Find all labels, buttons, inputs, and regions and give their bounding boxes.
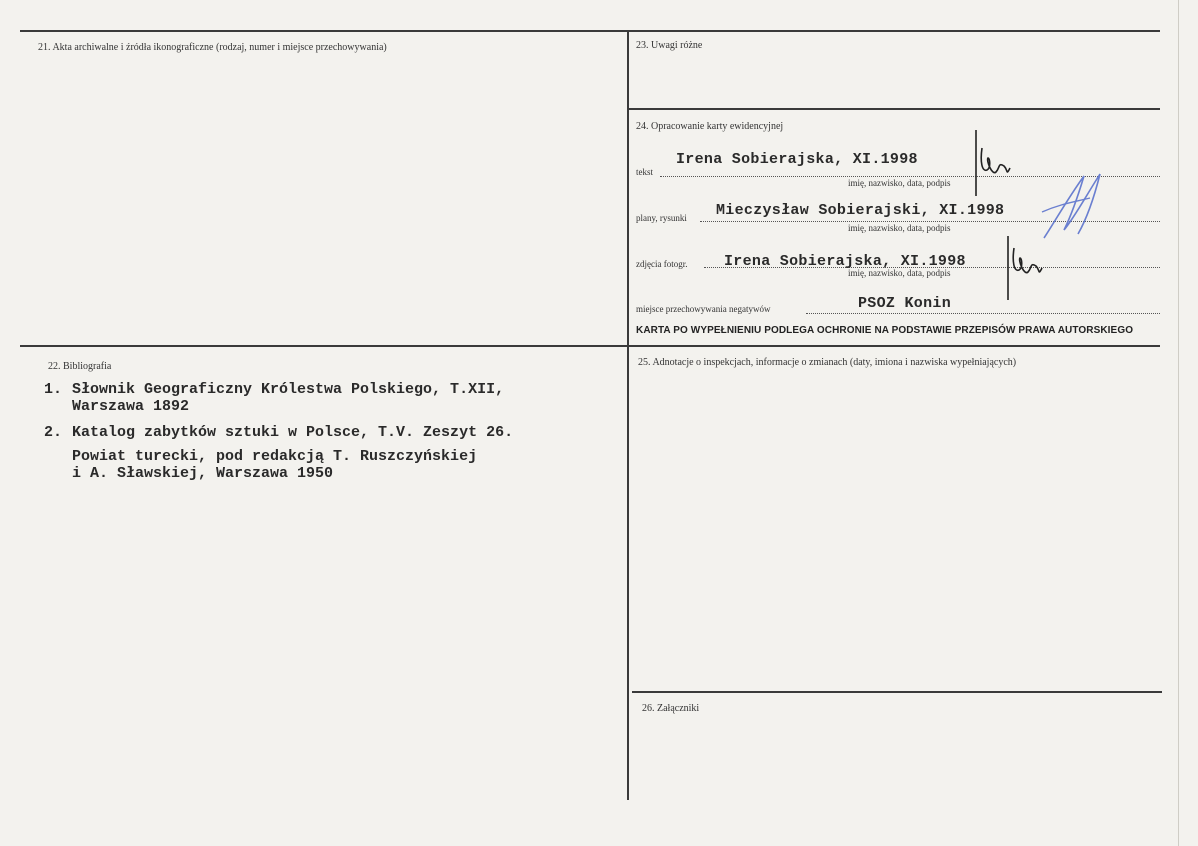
field-plany-value: Mieczysław Sobierajski, XI.1998 [716,202,1005,219]
copyright-notice: KARTA PO WYPEŁNIENIU PODLEGA OCHRONIE NA PODSTAWIE PRZEPISÓW PRAWA AUTORSKIEGO [636,325,1134,336]
bibliography-item-2-line-1: Katalog zabytków sztuki w Polsce, T.V. Zeszyt 26. [72,424,514,441]
section-22-label: 22. Bibliografia [48,361,112,372]
section-21-label: 21. Akta archiwalne i źródła ikonograficzne (rodzaj, numer i miejsce przechowywania) [38,42,387,53]
bibliography-item-1-line-1: Słownik Geograficzny Królestwa Polskiego, T.XII, [72,381,505,398]
signature-zdjecia [994,234,1054,304]
divider-23-24 [628,108,1160,110]
bibliography-item-2-line-2: Powiat turecki, pod redakcją T. Ruszczyńskiej [72,448,478,465]
divider-25-26 [632,691,1162,693]
field-tekst-value: Irena Sobierajska, XI.1998 [676,151,918,168]
right-edge-mark [1178,0,1179,846]
field-tekst-label: tekst [636,167,653,177]
horizontal-divider-middle [20,345,1160,347]
bibliography-item-1-line-2: Warszawa 1892 [72,398,190,415]
section-24-label: 24. Opracowanie karty ewidencyjnej [636,121,784,132]
field-negatives-value: PSOZ Konin [858,295,952,312]
field-plany-caption: imię, nazwisko, data, podpis [848,223,951,233]
field-zdjecia-value: Irena Sobierajska, XI.1998 [724,253,966,270]
field-tekst-caption: imię, nazwisko, data, podpis [848,178,951,188]
signature-tekst [960,128,1020,198]
bibliography-item-1-number: 1. [44,381,63,398]
field-plany-label: plany, rysunki [636,213,687,223]
bibliography-item-2-line-3: i A. Sławskiej, Warszawa 1950 [72,465,334,482]
section-25-label: 25. Adnotacje o inspekcjach, informacje o zmianach (daty, imiona i nazwiska wypełniających) [638,357,1017,368]
field-negatives-label: miejsce przechowywania negatywów [636,304,771,314]
top-border [20,30,1160,32]
field-zdjecia-label: zdjęcia fotogr. [636,259,688,269]
section-26-label: 26. Załączniki [642,703,700,714]
section-23-label: 23. Uwagi różne [636,40,703,51]
center-vertical-divider [627,30,629,800]
field-negatives-dots [806,313,1160,314]
field-zdjecia-caption: imię, nazwisko, data, podpis [848,268,951,278]
bibliography-item-2-number: 2. [44,424,63,441]
